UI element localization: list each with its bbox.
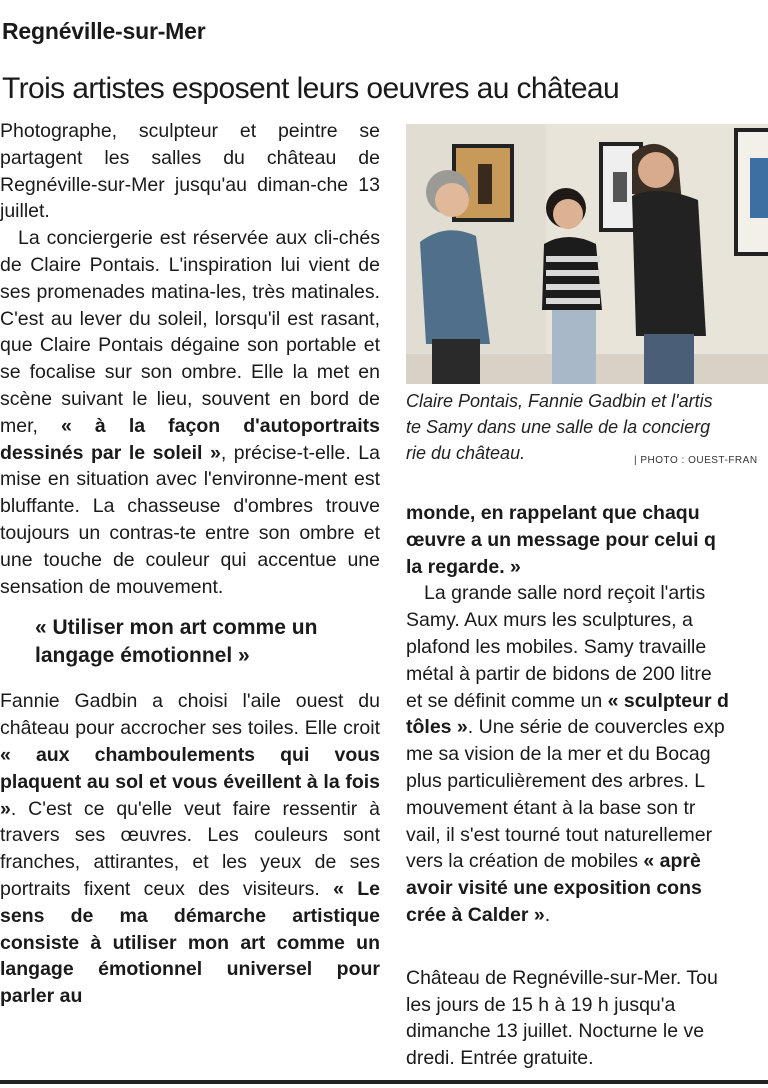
photo-credit: | PHOTO : OUEST-FRAN (634, 455, 758, 466)
right-line: vail, il s'est tourné tout naturellemer (406, 823, 713, 846)
right-line: plus particulièrement des arbres. L (406, 769, 706, 792)
right-line (406, 714, 768, 741)
bottom-rule (0, 1080, 768, 1084)
left-column (0, 118, 380, 1010)
paragraph-claire-text-c: , précise-t-elle. La mise en situation avec l'environne-ment est bluffante. La chasseuse d'ombres trouve toujours un contras-te entre son ombre et une touche de couleur qui accentue une sensation de mouvement. (0, 441, 380, 598)
right-line (406, 527, 768, 554)
paragraph-fannie-quote-1: « aux chamboulements qui vous plaquent au sol et vous éveillent à la fois » (0, 743, 380, 820)
right-line-bold: œuvre a un message pour celui q (406, 528, 716, 551)
right-line (406, 902, 768, 929)
right-line-bold: tôles » (406, 716, 468, 739)
right-line-text: . (544, 903, 551, 926)
right-line-text: et se définit comme un (406, 689, 608, 712)
right-line: métal à partir de bidons de 200 litre (406, 662, 712, 685)
paragraph-fannie-text-c: . C'est ce qu'elle veut faire ressentir à travers ses œuvres. Les couleurs sont franches, attirantes, et les yeux de ses portraits fixent ceux des visiteurs. (0, 797, 380, 900)
right-line-bold: crée à Calder » (406, 903, 545, 926)
right-line: mouvement étant à la base son tr (406, 796, 696, 819)
paragraph-claire-quote: « à la façon d'autoportraits dessinés par le soleil » (0, 414, 381, 464)
practical-info-line: les jours de 15 h à 19 h jusqu'a (406, 993, 676, 1016)
column-gap (406, 929, 768, 965)
photo-caption-line: Claire Pontais, Fannie Gadbin et l'artis (406, 391, 713, 411)
paragraph-fannie (0, 688, 380, 1010)
paragraph-fannie-quote-2: « Le sens de ma démarche artistique consiste à utiliser mon art comme un langage émotionnel universel pour parler au (0, 877, 380, 1008)
right-line (406, 500, 768, 527)
paragraph-intro-text: Photographe, sculpteur et peintre se partagent les salles du château de Regnéville-sur-Mer jusqu'au diman-che 13 juillet. (0, 120, 380, 223)
paragraph-claire-text-a: La conciergerie est réservée aux cli-chés de Claire Pontais. L'inspiration lui vient de ses promenades matina-les, très matinales. C'est au lever du soleil, lorsqu'il est rasant, que Claire Pontais dégaine son portable et se focalise sur son ombre. Elle la met en scène suivant le lieu, souvent en bord de mer, (0, 227, 380, 437)
section-kicker: Regnéville-sur-Mer (2, 18, 206, 44)
right-line-text: vers la création de mobiles (406, 850, 644, 873)
practical-info-line: Château de Regnéville-sur-Mer. Tou (406, 966, 718, 989)
practical-info-line: dimanche 13 juillet. Nocturne le ve (406, 1020, 705, 1043)
right-line (406, 688, 768, 715)
right-line-bold: avoir visité une exposition cons (406, 877, 702, 900)
right-line-bold: monde, en rappelant que chaqu (406, 502, 700, 524)
right-line (406, 554, 768, 581)
paragraph-intro (0, 118, 380, 225)
paragraph-claire (0, 225, 380, 600)
right-line: me sa vision de la mer et du Bocag (406, 743, 711, 766)
intertitle: « Utiliser mon art comme un langage émotionnel » (35, 616, 318, 668)
right-line (406, 848, 768, 875)
article-photo (406, 124, 768, 384)
photo-caption-line: te Samy dans une salle de la concierg (406, 417, 711, 437)
right-line-bold: « sculpteur d (607, 689, 729, 712)
paragraph-fannie-text-a: Fannie Gadbin a choisi l'aile ouest du château pour accrocher ses toiles. Elle croit (0, 690, 380, 740)
right-line-bold: « aprè (643, 850, 701, 873)
right-line: Samy. Aux murs les sculptures, a (406, 609, 693, 632)
right-line-bold: la regarde. » (406, 555, 521, 578)
right-line-text: . Une série de couvercles exp (467, 716, 725, 739)
right-column (406, 500, 768, 1072)
practical-info-line: dredi. Entrée gratuite. (406, 1047, 594, 1070)
right-line (406, 875, 768, 902)
article-headline: Trois artistes esposent leurs oeuvres au château (2, 72, 620, 105)
right-line: La grande salle nord reçoit l'artis (424, 582, 706, 605)
photo-caption-line: rie du château. (406, 443, 526, 463)
right-line: plafond les mobiles. Samy travaille (406, 635, 707, 658)
